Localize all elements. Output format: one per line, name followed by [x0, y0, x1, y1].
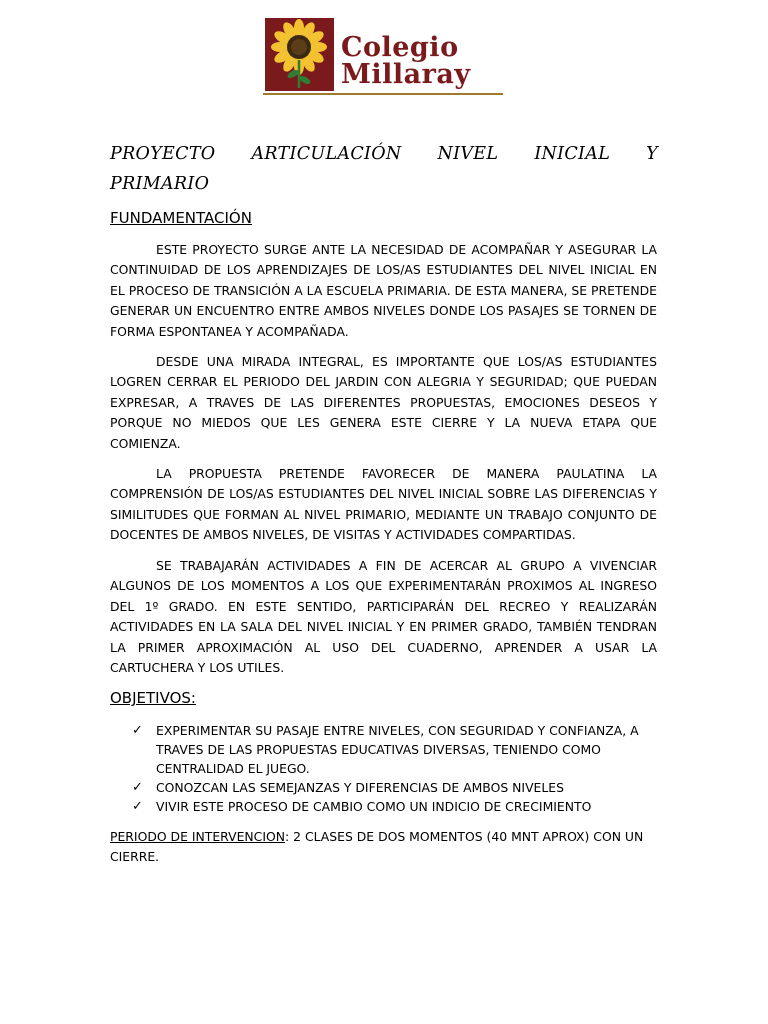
intervention-period: [110, 827, 657, 867]
sunflower-logo-icon: [263, 16, 337, 94]
section-heading-fundamentacion: FUNDAMENTACIÓN: [110, 209, 252, 227]
list-item: [130, 778, 650, 797]
section-heading-objetivos: OBJETIVOS:: [110, 689, 196, 707]
objective-text: EXPERIMENTAR SU PASAJE ENTRE NIVELES, CON SEGURIDAD Y CONFIANZA, A TRAVES DE LAS PROPUESTAS EDUCATIVAS DIVERSAS, TENIENDO COMO CENTRALIDAD EL JUEGO.: [156, 723, 639, 776]
title-line-1: [110, 139, 658, 169]
paragraph: LA PROPUESTA PRETENDE FAVORECER DE MANERA PAULATINA LA COMPRENSIÓN DE LOS/AS ESTUDIANTES DEL NIVEL INICIAL SOBRE LAS DIFERENCIAS Y SIMILITUDES QUE FORMAN AL NIVEL PRIMARIO, MEDIANTE UN TRABAJO CONJUNTO DE DOCENTES DE AMBOS NIVELES, DE VISITAS Y ACTIVIDADES COMPARTIDAS.: [110, 466, 657, 543]
objective-text: CONOZCAN LAS SEMEJANZAS Y DIFERENCIAS DE AMBOS NIVELES: [156, 780, 564, 795]
checkmark-icon: ✓: [132, 799, 143, 814]
intervention-period-text: : 2 CLASES DE DOS MOMENTOS (40 MNT APROX) CON UN CIERRE.: [110, 829, 644, 864]
title-word: NIVEL: [437, 144, 499, 164]
title-word: ARTICULACIÓN: [251, 144, 402, 164]
title-word: Y: [646, 144, 658, 164]
document-title: [110, 139, 658, 199]
logo-line-1: Colegio: [341, 32, 459, 63]
title-word: INICIAL: [534, 144, 611, 164]
checkmark-icon: ✓: [132, 723, 143, 738]
logo-line-2: Millaray: [341, 59, 471, 90]
objective-text: VIVIR ESTE PROCESO DE CAMBIO COMO UN INDICIO DE CRECIMIENTO: [156, 799, 592, 814]
logo-wordmark: [341, 34, 506, 88]
paragraph: ESTE PROYECTO SURGE ANTE LA NECESIDAD DE ACOMPAÑAR Y ASEGURAR LA CONTINUIDAD DE LOS APRENDIZAJES DE LOS/AS ESTUDIANTES DEL NIVEL INICIAL EN EL PROCESO DE TRANSICIÓN A LA ESCUELA PRIMARIA. DE ESTA MANERA, SE PRETENDE GENERAR UN ENCUENTRO ENTRE AMBOS NIVELES DONDE LOS PASAJES SE TORNEN DE FORMA ESPONTANEA Y ACOMPAÑADA.: [110, 242, 657, 339]
list-item: [130, 797, 650, 816]
school-logo: [263, 16, 508, 96]
paragraph: DESDE UNA MIRADA INTEGRAL, ES IMPORTANTE QUE LOS/AS ESTUDIANTES LOGREN CERRAR EL PERIODO DEL JARDIN CON ALEGRIA Y SEGURIDAD; QUE PUEDAN EXPRESAR, A TRAVES DE LAS DIFERENTES PROPUESTAS, EMOCIONES DESEOS Y PORQUE NO MIEDOS QUE LES GENERA ESTE CIERRE Y LA NUEVA ETAPA QUE COMIENZA.: [110, 354, 657, 451]
list-item: [130, 721, 650, 778]
intervention-period-label: PERIODO DE INTERVENCION: [110, 829, 286, 844]
title-word: PROYECTO: [110, 144, 216, 164]
checkmark-icon: ✓: [132, 780, 143, 795]
logo-underline: [263, 93, 503, 95]
title-line-2: PRIMARIO: [110, 174, 210, 194]
paragraph: SE TRABAJARÁN ACTIVIDADES A FIN DE ACERCAR AL GRUPO A VIVENCIAR ALGUNOS DE LOS MOMENTOS A LOS QUE EXPERIMENTARÁN PROXIMOS AL INGRESO DEL 1º GRADO. EN ESTE SENTIDO, PARTICIPARÁN DEL RECREO Y REALIZARÁN ACTIVIDADES EN LA SALA DEL NIVEL INICIAL Y EN PRIMER GRADO, TAMBIÉN TENDRAN LA PRIMER APROXIMACIÓN AL USO DEL CUADERNO, APRENDER A USAR LA CARTUCHERA Y LOS UTILES.: [110, 558, 657, 676]
objectives-list: [130, 721, 650, 816]
